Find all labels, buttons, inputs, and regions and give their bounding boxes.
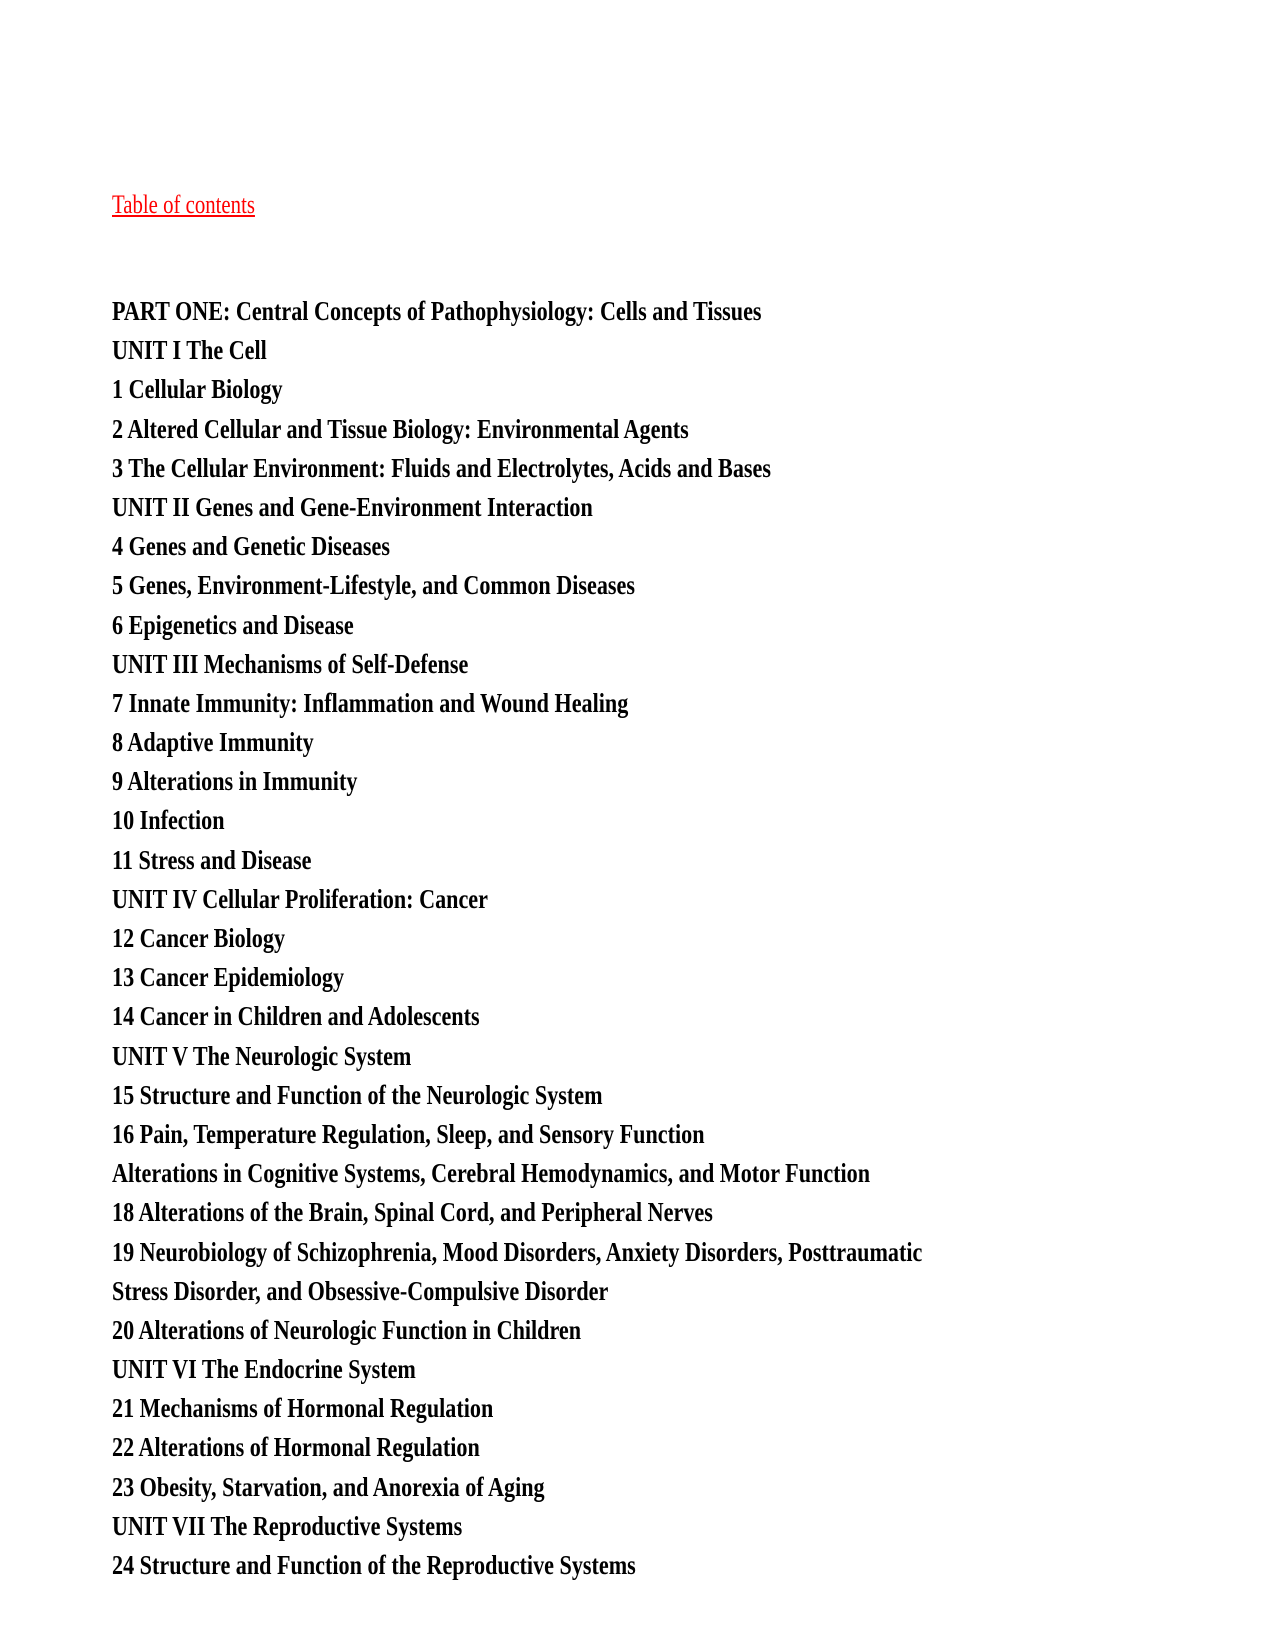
toc-line: 18 Alterations of the Brain, Spinal Cord, and Peripheral Nerves xyxy=(112,1197,713,1228)
toc-line: UNIT III Mechanisms of Self-Defense xyxy=(112,648,469,679)
toc-line: 8 Adaptive Immunity xyxy=(112,727,314,758)
toc-line: UNIT IV Cellular Proliferation: Cancer xyxy=(112,883,488,914)
toc-line: 21 Mechanisms of Hormonal Regulation xyxy=(112,1393,494,1424)
toc-line: 9 Alterations in Immunity xyxy=(112,766,358,797)
toc-line: 16 Pain, Temperature Regulation, Sleep, and Sensory Function xyxy=(112,1118,705,1149)
toc-line: 22 Alterations of Hormonal Regulation xyxy=(112,1432,480,1463)
toc-line: 1 Cellular Biology xyxy=(112,374,283,405)
toc-line: 3 The Cellular Environment: Fluids and Electrolytes, Acids and Bases xyxy=(112,452,771,483)
toc-line: 6 Epigenetics and Disease xyxy=(112,609,354,640)
toc-line: 2 Altered Cellular and Tissue Biology: Environmental Agents xyxy=(112,413,689,444)
toc-line: 23 Obesity, Starvation, and Anorexia of Aging xyxy=(112,1471,545,1502)
toc-line: UNIT I The Cell xyxy=(112,335,267,366)
toc-line: 7 Innate Immunity: Inflammation and Wound Healing xyxy=(112,687,629,718)
toc-line: Alterations in Cognitive Systems, Cerebral Hemodynamics, and Motor Function xyxy=(112,1158,871,1189)
toc-line: 19 Neurobiology of Schizophrenia, Mood Disorders, Anxiety Disorders, Posttraumatic xyxy=(112,1236,923,1267)
toc-line: 5 Genes, Environment-Lifestyle, and Common Diseases xyxy=(112,570,635,601)
toc-line: 11 Stress and Disease xyxy=(112,844,312,875)
toc-list xyxy=(112,292,1252,1585)
toc-line: 10 Infection xyxy=(112,805,225,836)
toc-line: 14 Cancer in Children and Adolescents xyxy=(112,1001,480,1032)
toc-line: 20 Alterations of Neurologic Function in Children xyxy=(112,1314,582,1345)
toc-line: 13 Cancer Epidemiology xyxy=(112,962,345,993)
toc-line: UNIT II Genes and Gene-Environment Interaction xyxy=(112,491,593,522)
toc-line: 15 Structure and Function of the Neurologic System xyxy=(112,1079,603,1110)
toc-line: PART ONE: Central Concepts of Pathophysiology: Cells and Tissues xyxy=(112,296,762,326)
toc-line: UNIT VII The Reproductive Systems xyxy=(112,1510,463,1541)
toc-line: UNIT VI The Endocrine System xyxy=(112,1354,416,1385)
toc-line: 4 Genes and Genetic Diseases xyxy=(112,531,390,562)
toc-title-link[interactable]: Table of contents xyxy=(112,190,255,219)
toc-line: 12 Cancer Biology xyxy=(112,923,286,953)
toc-line: 24 Structure and Function of the Reproductive Systems xyxy=(112,1550,636,1580)
toc-line: Stress Disorder, and Obsessive-Compulsive Disorder xyxy=(112,1275,609,1306)
toc-line: UNIT V The Neurologic System xyxy=(112,1040,412,1071)
